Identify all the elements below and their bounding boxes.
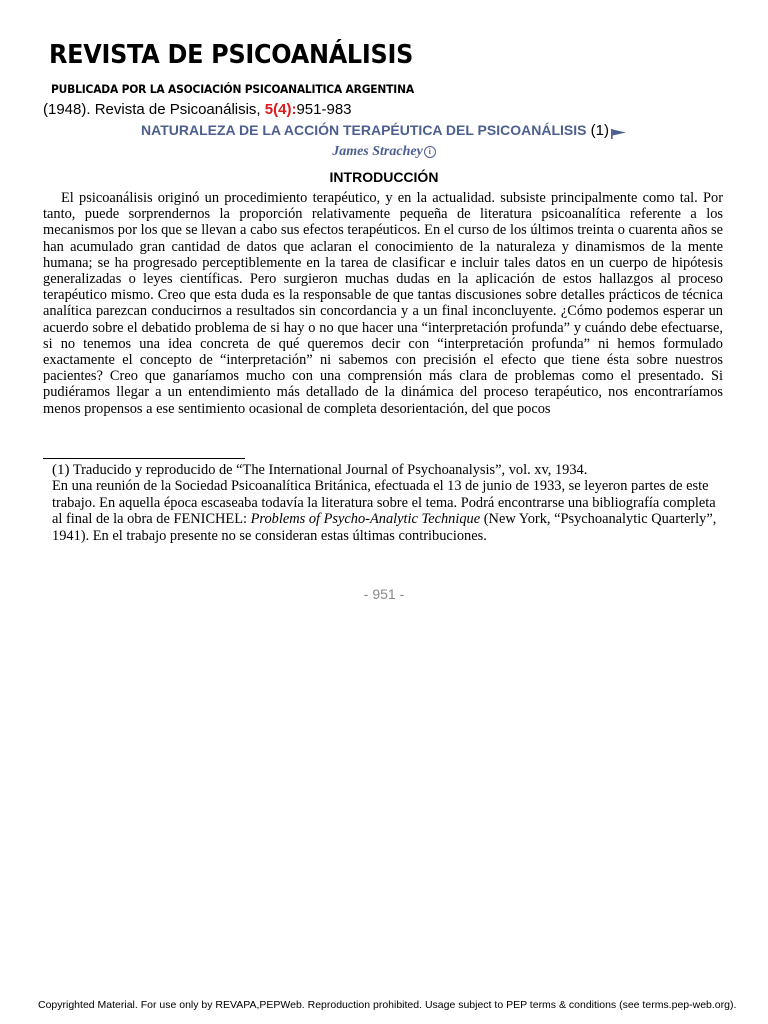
author-info-icon[interactable]: i	[424, 146, 436, 158]
journal-title: REVISTA DE PSICOANÁLISIS	[49, 40, 414, 70]
citation-pages: 951-983	[296, 101, 352, 118]
article-title: NATURALEZA DE LA ACCIÓN TERAPÉUTICA DEL PSICOANÁLISIS	[141, 122, 587, 138]
flag-icon[interactable]	[611, 126, 627, 136]
page-number: - 951 -	[363, 586, 405, 602]
footnote-divider	[43, 458, 245, 459]
footnote-number[interactable]: (1)	[52, 462, 70, 478]
footnote-book-title: Problems of Psycho-Analytic Technique	[250, 511, 481, 528]
body-text: El psicoanálisis originó un procedimiento terapéutico, y en la actualidad. subsiste principalmente como tal. Por tanto, puede sorprendernos la proporción relativamente pequeña de literatura psicoanalítica referente a los mecanismos por los que se llevan a cabo sus efectos terapéuticos. En el curso de los últimos treinta o cuarenta años se han acumulado gran cantidad de datos que aclaran el conocimiento de la naturaleza y dinamismos de la mente humana; se ha progresado perceptiblemente en la tarea de clasificar e incluir tales datos en un cuerpo de hipótesis generalizadas o leyes científicas. Pero surgieron muchas dudas en la aplicación de estos hallazgos al proceso terapéutico mismo. Creo que esta duda es la responsable de que tantas discusiones sobre detalles prácticos de técnica analítica parezcan conducirnos a resultados sin concordancia y a un final inconcluyente. ¿Cómo podemos esperar un acuerdo sobre el debatido problema de si hay o no que hacer una “interpretación profunda” y cuándo debe efectuarse, si no tenemos una idea concreta de qué queremos decir con “interpretación profunda” ni hemos formulado exactamente el concepto de “interpretación” ni sabemos con precisión el efecto que tiene ésta sobre nuestros pacientes? Creo que ganaríamos mucho con una comprensión más clara de problemas como el presentado. Si pudiéramos llegar a un entendimiento más detallado de la dinámica del proceso terapéutico, nos encontraríamos menos propensos a ese sentimiento ocasional de completa desorientación, del que pocos	[43, 190, 723, 417]
citation-volume-issue[interactable]: 5(4):	[264, 101, 297, 118]
footnote	[52, 462, 724, 544]
body-paragraph	[43, 190, 723, 417]
journal-subtitle: PUBLICADA POR LA ASOCIACIÓN PSICOANALITICA ARGENTINA	[51, 82, 414, 96]
author-name[interactable]: James Strachey	[332, 144, 423, 159]
footnote-text-end: (New York, “Psychoanalytic Quarterly”, 1941). En el trabajo presente no se consideran estas últimas contribuciones.	[52, 511, 717, 544]
citation	[43, 101, 352, 118]
section-heading: INTRODUCCIÓN	[329, 169, 439, 185]
copyright-notice: Copyrighted Material. For use only by REVAPA,PEPWeb. Reproduction prohibited. Usage subject to PEP terms & conditions (see terms.pep-web.org).	[38, 999, 737, 1011]
author-line	[0, 144, 768, 160]
footnote-line1: Traducido y reproducido de “The International Journal of Psychoanalysis”, vol. xv, 1934.	[69, 462, 588, 478]
citation-prefix: (1948). Revista de Psicoanálisis,	[43, 101, 265, 118]
article-title-line	[0, 122, 768, 139]
article-note-ref[interactable]: (1)	[586, 122, 609, 139]
footnote-text: En una reunión de la Sociedad Psicoanalítica Británica, efectuada el 13 de junio de 1933, se leyeron partes de este trabajo. En aquella época escaseaba todavía la literatura sobre el tema. Podrá encontrarse una bibliografía completa al final de la obra de FENICHEL:	[52, 478, 716, 528]
